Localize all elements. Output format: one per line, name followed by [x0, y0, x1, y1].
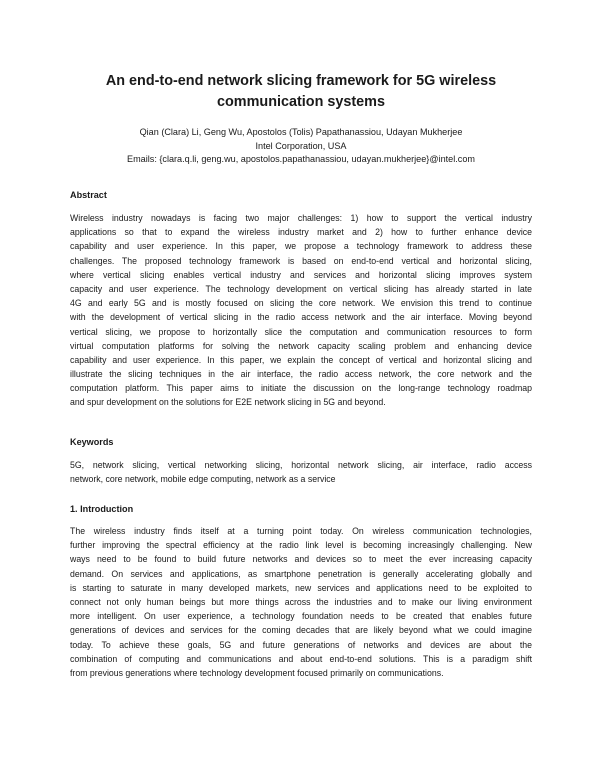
author-list: Qian (Clara) Li, Geng Wu, Apostolos (Tolis) Papathanassiou, Udayan Mukherjee	[139, 127, 463, 137]
text-line: where vertical slicing enables vertical industry and services and horizontal slicing improves system	[70, 269, 532, 280]
abstract-body	[70, 211, 532, 410]
text-line: demand. On services and applications, as smartphone penetration is generally accelerating globally and	[70, 568, 532, 579]
text-line: and spur development on the solutions for E2E network slicing in 5G and beyond.	[70, 397, 386, 408]
title-line: An end-to-end network slicing framework for 5G wireless	[105, 73, 497, 89]
text-line: is starting to saturate in many developed markets, new services and applications need to be exploited to	[70, 582, 532, 593]
text-line: further improving the spectral efficiency at the radio link level is becoming increasingly challenging. New	[70, 540, 532, 551]
title-line: communication systems	[217, 93, 385, 110]
text-line: capacity and user experience. The technology development on vertical slicing has already started in late	[70, 283, 532, 294]
text-line: more intelligent. On user experience, a technology foundation needs to be created that enables future	[70, 611, 532, 622]
text-line: capability and user experience. In this paper, we propose a technology framework to address these	[70, 241, 532, 252]
text-line: applications so that to expand the wireless industry market and 2) how to further enhance device	[70, 227, 532, 238]
affiliation: Intel Corporation, USA	[255, 140, 347, 151]
author-block	[70, 126, 532, 167]
text-line: challenges. The proposed technology framework is based on end-to-end vertical and horizontal slicing,	[70, 255, 532, 266]
text-line: capability and user experience. In this paper, we explain the concept of vertical and horizontal slicing and	[70, 354, 532, 365]
text-line: virtual computation platforms for solving the network capacity scaling problem and enhancing device	[70, 340, 532, 351]
text-line: vertical slicing, we propose to horizontally slice the computation and communication resources to form	[70, 326, 532, 337]
text-line: generations of devices and services for the coming decades that are likely beyond what we could imagine	[70, 625, 532, 636]
abstract-heading: Abstract	[70, 190, 107, 200]
text-line: The wireless industry finds itself at a turning point today. On wireless communication technologies,	[70, 526, 532, 536]
text-line: with the development of vertical slicing in the radio access network and the air interface. Moving beyond	[70, 312, 532, 323]
author-emails: Emails: {clara.q.li, geng.wu, apostolos.papathanassiou, udayan.mukherjee}@intel.com	[127, 154, 475, 164]
text-line: network, core network, mobile edge computing, network as a service	[70, 474, 336, 485]
keywords-heading: Keywords	[70, 437, 114, 447]
text-line: ways need to be found to build future networks and devices so to meet the ever increasing capacity	[70, 554, 532, 565]
text-line: today. To achieve these goals, 5G and future generations of networks and devices are about the	[70, 639, 532, 650]
text-line: Wireless industry nowadays is facing two major challenges: 1) how to support the vertical industry	[70, 213, 532, 223]
text-line: illustrate the slicing techniques in the air interface, the radio access network, the core network and the	[70, 369, 532, 380]
text-line: computation platform. This paper aims to initiate the discussion on the long-range technology roadmap	[70, 383, 532, 394]
section-heading-introduction: 1. Introduction	[70, 504, 134, 514]
text-line: 5G, network slicing, vertical networking slicing, horizontal network slicing, air interface, radio access	[70, 460, 532, 470]
paper-title	[70, 71, 532, 112]
keywords-body	[70, 458, 532, 486]
text-line: 4G and early 5G and is mostly focused on slicing the core network. We envision this trend to continue	[70, 298, 532, 309]
text-line: connect not only human beings but more things across the industries and to make our living environment	[70, 596, 532, 607]
text-line: from previous generations where technology development focused primarily on communications.	[70, 667, 444, 678]
text-line: combination of computing and communications and about end-to-end solutions. This is a paradigm shift	[70, 653, 532, 664]
introduction-body	[70, 524, 532, 680]
